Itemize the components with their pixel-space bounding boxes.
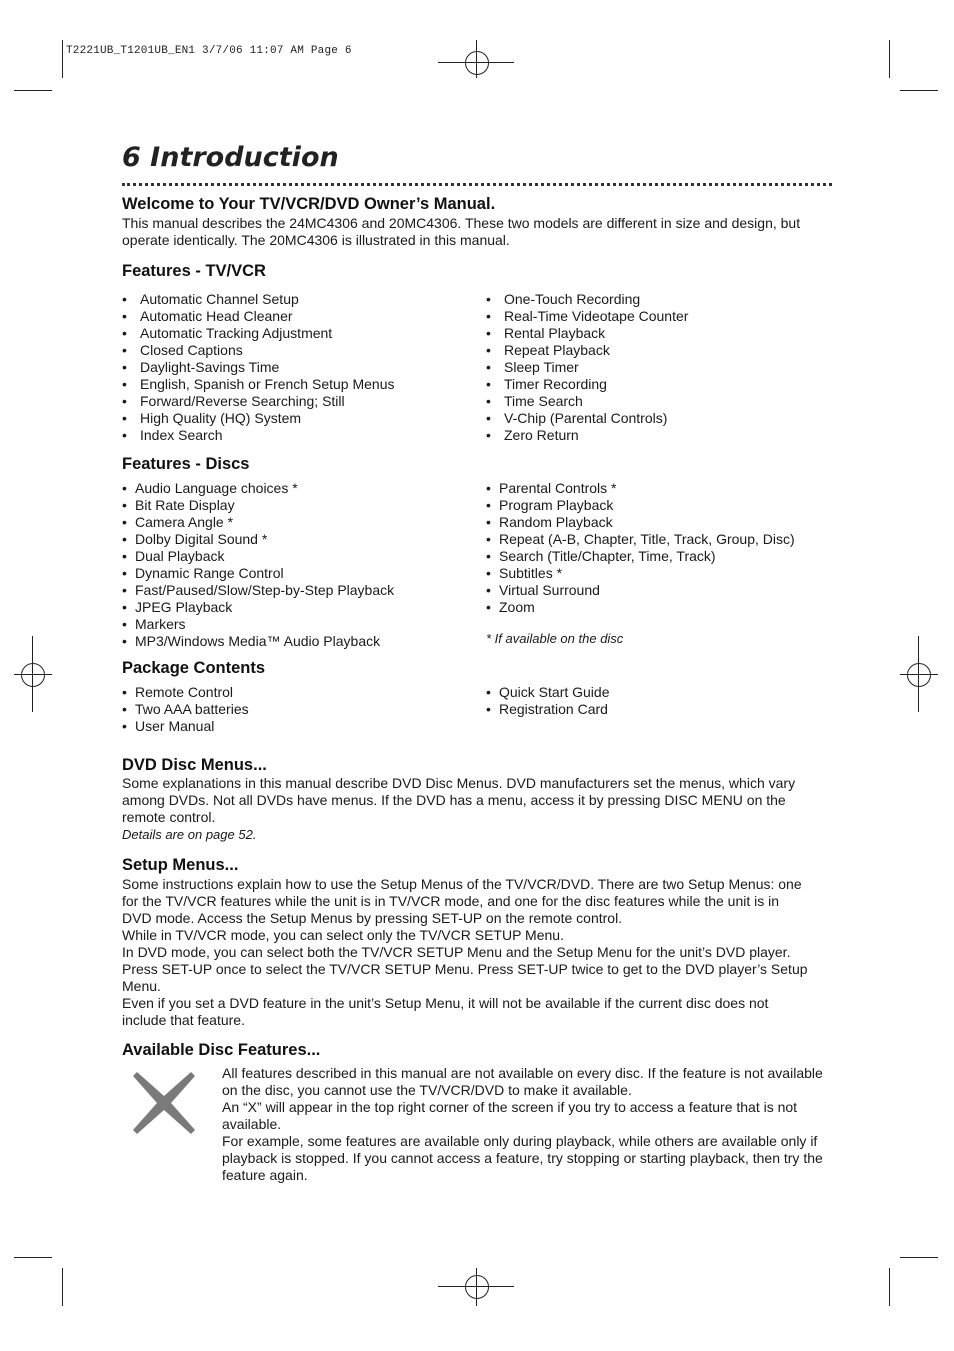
list-item: • Rental Playback bbox=[486, 325, 688, 342]
list-item: • Search (Title/Chapter, Time, Track) bbox=[486, 548, 795, 565]
available-features-heading: Available Disc Features... bbox=[122, 1041, 321, 1059]
list-item: • Real-Time Videotape Counter bbox=[486, 308, 688, 325]
list-item: • Automatic Channel Setup bbox=[122, 291, 394, 308]
list-item: • Index Search bbox=[122, 427, 394, 444]
text-line: For example, some features are available only during playback, while others are available only if bbox=[222, 1133, 818, 1149]
list-item: • Daylight-Savings Time bbox=[122, 359, 394, 376]
page-title: 6 Introduction bbox=[122, 142, 339, 173]
list-item: • Forward/Reverse Searching; Still bbox=[122, 393, 394, 410]
text-line: An “X” will appear in the top right corner of the screen if you try to access a feature that is not bbox=[222, 1099, 798, 1115]
list-item: • Camera Angle * bbox=[122, 514, 394, 531]
text-line: All features described in this manual are not available on every disc. If the feature is not available bbox=[222, 1065, 823, 1081]
text-line: available. bbox=[222, 1116, 282, 1132]
list-item: • Closed Captions bbox=[122, 342, 394, 359]
text-line: playback is stopped. If you cannot access a feature, try stopping or starting playback, then try the bbox=[222, 1150, 823, 1166]
list-item: • High Quality (HQ) System bbox=[122, 410, 394, 427]
package-list-left bbox=[122, 684, 249, 735]
list-item: • English, Spanish or French Setup Menus bbox=[122, 376, 394, 393]
package-list-right bbox=[486, 684, 610, 718]
text-line: DVD mode. Access the Setup Menus by pressing SET-UP on the remote control. bbox=[122, 910, 623, 926]
welcome-heading: Welcome to Your TV/VCR/DVD Owner’s Manual. bbox=[122, 195, 496, 213]
text-line: remote control. bbox=[122, 809, 216, 825]
list-item: • Sleep Timer bbox=[486, 359, 688, 376]
dotted-divider bbox=[122, 183, 832, 186]
list-item: • Program Playback bbox=[486, 497, 795, 514]
list-item: • Automatic Tracking Adjustment bbox=[122, 325, 394, 342]
setup-menus-paragraph bbox=[122, 876, 837, 1029]
text-line: Menu. bbox=[122, 978, 161, 994]
text-line: This manual describes the 24MC4306 and 20MC4306. These two models are different in size and design, but bbox=[122, 215, 801, 231]
list-item: • Remote Control bbox=[122, 684, 249, 701]
list-item: • Subtitles * bbox=[486, 565, 795, 582]
text-line: among DVDs. Not all DVDs have menus. If the DVD has a menu, access it by pressing DISC MENU on the bbox=[122, 792, 786, 808]
features-tv-list-left bbox=[122, 291, 394, 444]
features-tv-list-right bbox=[486, 291, 688, 444]
list-item: • Audio Language choices * bbox=[122, 480, 394, 497]
dvd-menus-paragraph bbox=[122, 775, 837, 843]
availability-note: * If available on the disc bbox=[486, 631, 624, 646]
list-item: • One-Touch Recording bbox=[486, 291, 688, 308]
available-features-paragraph bbox=[222, 1065, 837, 1184]
text-line: operate identically. The 20MC4306 is illustrated in this manual. bbox=[122, 232, 510, 248]
list-item: • Quick Start Guide bbox=[486, 684, 610, 701]
text-line: While in TV/VCR mode, you can select only the TV/VCR SETUP Menu. bbox=[122, 927, 564, 943]
dvd-menus-heading: DVD Disc Menus... bbox=[122, 756, 267, 774]
list-item: • Zoom bbox=[486, 599, 795, 616]
list-item: • Parental Controls * bbox=[486, 480, 795, 497]
list-item: • V-Chip (Parental Controls) bbox=[486, 410, 688, 427]
list-item: • Timer Recording bbox=[486, 376, 688, 393]
list-item: • Dolby Digital Sound * bbox=[122, 531, 394, 548]
page-reference: Details are on page 52. bbox=[122, 827, 257, 842]
list-item: • Fast/Paused/Slow/Step-by-Step Playback bbox=[122, 582, 394, 599]
features-discs-list-left bbox=[122, 480, 394, 650]
list-item: • Dynamic Range Control bbox=[122, 565, 394, 582]
text-line: Some instructions explain how to use the Setup Menus of the TV/VCR/DVD. There are two Setup Menus: one bbox=[122, 876, 802, 892]
text-line: feature again. bbox=[222, 1167, 308, 1183]
text-line: for the TV/VCR features while the unit is in TV/VCR mode, and one for the disc features while the unit is in bbox=[122, 893, 780, 909]
list-item: • Repeat (A-B, Chapter, Title, Track, Group, Disc) bbox=[486, 531, 795, 548]
list-item: • Dual Playback bbox=[122, 548, 394, 565]
list-item: • Two AAA batteries bbox=[122, 701, 249, 718]
list-item: • Random Playback bbox=[486, 514, 795, 531]
list-item: • Repeat Playback bbox=[486, 342, 688, 359]
text-line: include that feature. bbox=[122, 1012, 245, 1028]
text-line: In DVD mode, you can select both the TV/VCR SETUP Menu and the Setup Menu for the unit’s DVD player. bbox=[122, 944, 791, 960]
list-item: • User Manual bbox=[122, 718, 249, 735]
list-item: • Automatic Head Cleaner bbox=[122, 308, 394, 325]
features-discs-list-right bbox=[486, 480, 795, 616]
text-line: on the disc, you cannot use the TV/VCR/DVD to make it available. bbox=[222, 1082, 632, 1098]
list-item: • JPEG Playback bbox=[122, 599, 394, 616]
features-discs-heading: Features - Discs bbox=[122, 455, 250, 473]
welcome-paragraph bbox=[122, 215, 837, 249]
list-item: • Registration Card bbox=[486, 701, 610, 718]
list-item: • Markers bbox=[122, 616, 394, 633]
features-tv-heading: Features - TV/VCR bbox=[122, 262, 266, 280]
text-line: Press SET-UP once to select the TV/VCR SETUP Menu. Press SET-UP twice to get to the DVD player’s Setup bbox=[122, 961, 808, 977]
setup-menus-heading: Setup Menus... bbox=[122, 856, 239, 874]
package-heading: Package Contents bbox=[122, 659, 266, 677]
list-item: • MP3/Windows Media™ Audio Playback bbox=[122, 633, 394, 650]
list-item: • Bit Rate Display bbox=[122, 497, 394, 514]
x-mark-icon bbox=[133, 1072, 195, 1134]
list-item: • Time Search bbox=[486, 393, 688, 410]
print-slug: T2221UB_T1201UB_EN1 3/7/06 11:07 AM Page 6 bbox=[66, 45, 352, 57]
text-line: Some explanations in this manual describe DVD Disc Menus. DVD manufacturers set the menus, which vary bbox=[122, 775, 796, 791]
list-item: • Virtual Surround bbox=[486, 582, 795, 599]
list-item: • Zero Return bbox=[486, 427, 688, 444]
text-line: Even if you set a DVD feature in the unit’s Setup Menu, it will not be available if the current disc does not bbox=[122, 995, 769, 1011]
